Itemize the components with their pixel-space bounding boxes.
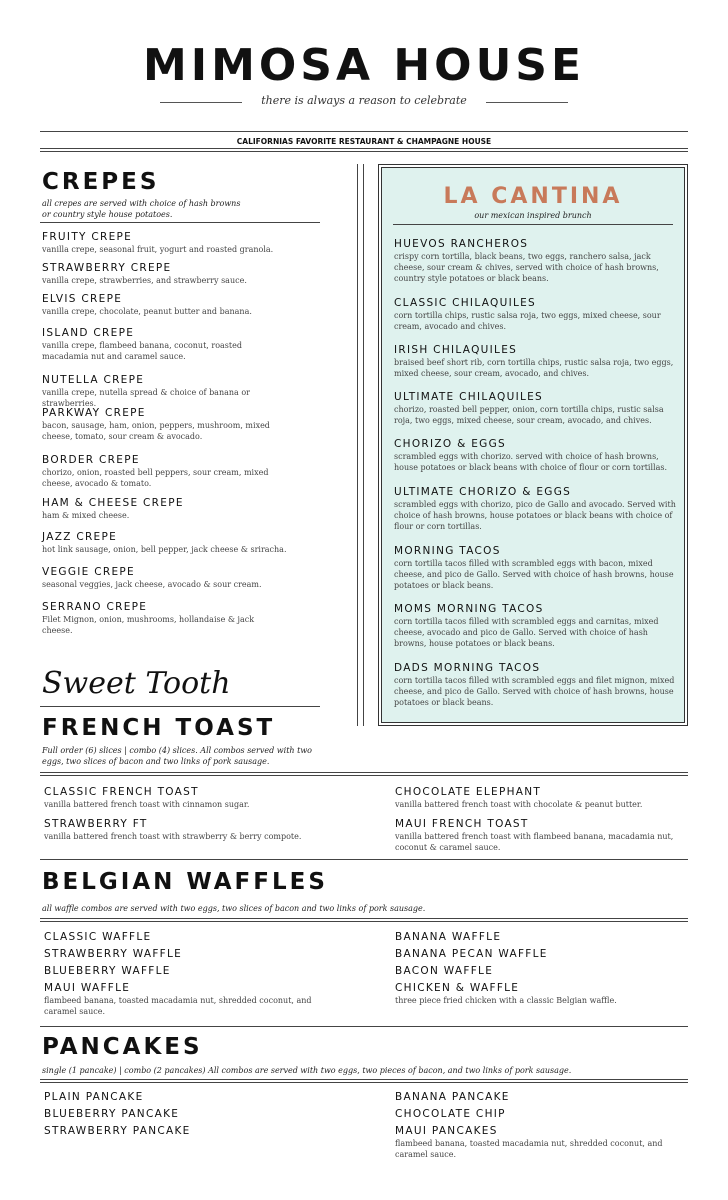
crepe-item-desc: Filet Mignon, onion, mushrooms, hollandaise & jack cheese. [42,615,255,635]
pancake-item-name: MAUI PANCAKES [395,1125,498,1137]
crepe-item-name: NUTELLA CREPE [42,374,145,386]
crepe-item-desc: chorizo, onion, roasted bell peppers, sour cream, mixed cheese, avocado & tomato. [42,468,269,488]
crepe-item-name: STRAWBERRY CREPE [42,262,172,274]
french-toast-note: Full order (6) slices | combo (4) slices. All combos served with two eggs, two slices of bacon and two links of pork sausage. [42,746,312,766]
waffles-rule-1 [40,918,688,919]
crepe-item-name: FRUITY CREPE [42,231,133,243]
cantina-item-name: ULTIMATE CHORIZO & EGGS [394,486,572,498]
subtitle: CALIFORNIAS FAVORITE RESTAURANT & CHAMPAGNE HOUSE [236,137,492,146]
cantina-item-name: MOMS MORNING TACOS [394,603,544,615]
crepe-item-desc: ham & mixed cheese. [42,511,130,520]
french-toast-item-name: STRAWBERRY FT [44,818,148,830]
waffle-item-name: BACON WAFFLE [395,965,494,977]
french-toast-item-desc: vanilla battered french toast with flambeed banana, macadamia nut, coconut & caramel sauce. [395,832,674,852]
crepe-item-name: BORDER CREPE [42,454,140,466]
french-toast-item-desc: vanilla battered french toast with chocolate & peanut butter. [395,800,643,809]
cantina-item-desc: scrambled eggs with chorizo. served with choice of hash browns, house potatoes or black beans with choice of flour or corn tortillas. [394,452,668,472]
cantina-rule [393,224,673,225]
crepe-item-desc: vanilla crepe, chocolate, peanut butter and banana. [42,307,252,316]
pancake-item-name: CHOCOLATE CHIP [395,1108,506,1120]
column-divider-1 [357,164,358,726]
column-divider-2 [363,164,364,726]
french-toast-rule-1 [40,772,688,773]
cantina-item-name: DADS MORNING TACOS [394,662,541,674]
waffles-bottom-rule [40,1026,688,1027]
crepes-note: all crepes are served with choice of hash browns or country style house potatoes. [42,199,241,219]
tagline: there is always a reason to celebrate [261,94,467,107]
crepe-item-name: JAZZ CREPE [42,531,118,543]
cantina-item-name: HUEVOS RANCHEROS [394,238,529,250]
cantina-item-desc: crispy corn tortilla, black beans, two eggs, ranchero salsa, jack cheese, sour cream & chives, served with choice of hash browns, country style potatoes or black beans. [394,252,659,283]
waffle-item-desc: three piece fried chicken with a classic Belgian waffle. [395,996,617,1005]
pancake-item-desc: flambeed banana, toasted macadamia nut, shredded coconut, and caramel sauce. [395,1139,663,1159]
waffles-note: all waffle combos are served with two eggs, two slices of bacon and two links of pork sausage. [42,904,426,913]
cantina-item-name: CHORIZO & EGGS [394,438,506,450]
waffle-item-name: MAUI WAFFLE [44,982,131,994]
pancakes-rule-2 [40,1082,688,1083]
cantina-item-desc: corn tortilla tacos filled with scrambled eggs and filet mignon, mixed cheese, and pico de Gallo. Served with choice of hash browns, house potatoes or black beans. [394,676,675,707]
cantina-item-name: IRISH CHILAQUILES [394,344,518,356]
waffle-item-name: BLUEBERRY WAFFLE [44,965,171,977]
pancake-item-name: STRAWBERRY PANCAKE [44,1125,191,1137]
crepe-item-desc: vanilla crepe, seasonal fruit, yogurt and roasted granola. [42,245,274,254]
crepe-item-desc: vanilla crepe, nutella spread & choice of banana or strawberries. [42,388,250,408]
crepe-item-desc: hot link sausage, onion, bell pepper, jack cheese & sriracha. [42,545,287,554]
french-toast-item-desc: vanilla battered french toast with strawberry & berry compote. [44,832,302,841]
pancakes-rule-1 [40,1079,688,1080]
crepes-heading: CREPES [42,169,160,195]
crepe-item-name: SERRANO CREPE [42,601,148,613]
french-toast-item-name: CHOCOLATE ELEPHANT [395,786,542,798]
cantina-item-desc: scrambled eggs with chorizo, pico de Gallo and avocado. Served with choice of hash browns, house potatoes or black beans with choice of flour or corn tortillas. [394,500,676,531]
restaurant-name: MIMOSA HOUSE [142,40,586,91]
crepes-rule [40,222,320,223]
waffle-item-name: BANANA PECAN WAFFLE [395,948,548,960]
cantina-item-desc: corn tortilla tacos filled with scrambled eggs with bacon, mixed cheese, and pico de Gallo. Served with choice of hash browns, house potatoes or black beans. [394,559,674,590]
pancake-item-name: BANANA PANCAKE [395,1091,510,1103]
cantina-item-desc: chorizo, roasted bell pepper, onion, corn tortilla chips, rustic salsa roja, two eggs, mixed cheese, sour cream, avocado, and chives. [394,405,664,425]
french-toast-heading: FRENCH TOAST [42,715,276,741]
crepe-item-desc: vanilla crepe, strawberries, and strawberry sauce. [42,276,247,285]
waffles-rule-2 [40,921,688,922]
waffles-heading: BELGIAN WAFFLES [42,869,328,895]
crepe-item-name: HAM & CHEESE CREPE [42,497,184,509]
cantina-item-desc: braised beef short rib, corn tortilla chips, rustic salsa roja, two eggs, mixed cheese, sour cream, avocado, and chives. [394,358,674,378]
french-toast-item-name: MAUI FRENCH TOAST [395,818,529,830]
crepe-item-name: ELVIS CREPE [42,293,123,305]
subtitle-rule-2 [40,151,688,152]
cantina-item-desc: corn tortilla tacos filled with scrambled eggs and carnitas, mixed cheese, avocado and pico de Gallo. Served with choice of hash browns, house potatoes or black beans. [394,617,659,648]
cantina-item-desc: corn tortilla chips, rustic salsa roja, two eggs, mixed cheese, sour cream, avocado and chives. [394,311,661,331]
crepe-item-name: VEGGIE CREPE [42,566,135,578]
french-toast-item-name: CLASSIC FRENCH TOAST [44,786,199,798]
crepe-item-desc: vanilla crepe, flambeed banana, coconut, roasted macadamia nut and caramel sauce. [42,341,242,361]
pancakes-heading: PANCAKES [42,1034,203,1060]
sweet-tooth-script: Sweet Tooth [42,666,231,701]
subtitle-rule-1 [40,148,688,149]
crepe-item-desc: bacon, sausage, ham, onion, peppers, mushroom, mixed cheese, tomato, sour cream & avocado. [42,421,270,441]
cantina-subtitle: our mexican inspired brunch [474,211,592,220]
sweet-tooth-rule [40,706,320,707]
crepe-item-name: ISLAND CREPE [42,327,135,339]
waffle-item-desc: flambeed banana, toasted macadamia nut, shredded coconut, and caramel sauce. [44,996,312,1016]
waffle-item-name: CHICKEN & WAFFLE [395,982,520,994]
cantina-item-name: MORNING TACOS [394,545,501,557]
crepe-item-name: PARKWAY CREPE [42,407,146,419]
crepe-item-desc: seasonal veggies, jack cheese, avocado & sour cream. [42,580,262,589]
cantina-item-name: CLASSIC CHILAQUILES [394,297,537,309]
waffle-item-name: CLASSIC WAFFLE [44,931,152,943]
cantina-item-name: ULTIMATE CHILAQUILES [394,391,544,403]
pancake-item-name: PLAIN PANCAKE [44,1091,144,1103]
pancake-item-name: BLUEBERRY PANCAKE [44,1108,180,1120]
top-rule [40,131,688,132]
french-toast-item-desc: vanilla battered french toast with cinnamon sugar. [44,800,250,809]
waffle-item-name: BANANA WAFFLE [395,931,502,943]
waffle-item-name: STRAWBERRY WAFFLE [44,948,183,960]
french-toast-rule-2 [40,775,688,776]
cantina-heading: LA CANTINA [443,184,623,209]
french-toast-bottom-rule [40,859,688,860]
pancakes-note: single (1 pancake) | combo (2 pancakes) All combos are served with two eggs, two pieces of bacon, and two links of pork sausage. [42,1066,572,1075]
